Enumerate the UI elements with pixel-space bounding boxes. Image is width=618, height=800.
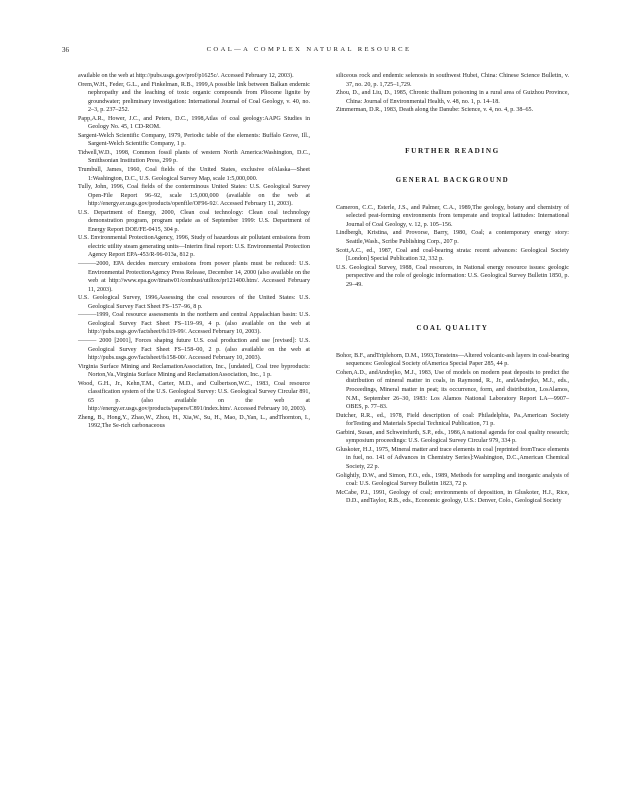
reference-entry: Papp,A.R., Hower, J.C., and Peters, D.C., 1998,Atlas of coal geology:AAPG Studies in Geology No. 45, 1 CD-ROM. xyxy=(78,115,310,131)
reference-entry: McCabe, P.J., 1991, Geology of coal; environments of deposition, in Gluskoter, H.J., Rice, D.D., andTaylor, R.B., eds., Economic geology, U.S.: Denver, Colo., Geological Society xyxy=(336,489,569,505)
reference-entry: Virginia Surface Mining and ReclamationAssociation, Inc., [undated], Coal tree byproducts: Norton,Va.,Virginia Surface Mining and ReclamationAssociation, Inc., 1 p. xyxy=(78,363,310,379)
reference-entry: ———1999, Coal resource assessments in the northern and central Appalachian basin: U.S. Geological Survey Fact Sheet FS–119–99, 4 p. (also available on the web at http://pubs.usgs.gov/factsheet/fs119-99/. Accessed February 10, 2003). xyxy=(78,312,310,336)
subsection-heading-general-background: GENERAL BACKGROUND xyxy=(395,177,510,185)
section-heading-further-reading: FURTHER READING xyxy=(405,146,500,155)
subsection-heading-coal-quality: COAL QUALITY xyxy=(416,325,489,333)
reference-entry: U.S. Environmental ProtectionAgency, 1996, Study of hazardous air pollutant emissions from electric utility steam generating units—Interim final report: U.S. Environmental Protection Agency Report EPA-453/R-96-013a, 812 p. xyxy=(78,235,310,259)
reference-entry: Scott,A.C., ed., 1987, Coal and coal-bearing strata: recent advances: Geological Society [London] Special Publication 32, 332 p. xyxy=(336,247,569,263)
reference-entry: Lindbergh, Kristina, and Provorse, Barry, 1980, Coal; a contemporary energy story: Seattle,Wash., Scribe Publishing Corp., 207 p. xyxy=(336,230,569,246)
reference-entry: Golightly, D.W., and Simon, F.O., eds., 1989, Methods for sampling and inorganic analysis of coal: U.S. Geological Survey Bulletin 1823, 72 p. xyxy=(336,472,569,488)
reference-entry: ——— 2000 [2001], Forces shaping future U.S. coal production and use [revised]: U.S. Geological Survey Fact Sheet FS–158–00, 2 p. (also available on the web at http://pubs.usgs.gov/factsheet/fs158-00/. Accessed February 10, 2003). xyxy=(78,337,310,362)
reference-entry: Garbini, Susan, and Schweinfurth, S.P., eds., 1986,A national agenda for coal quality research; symposium proceedings: U.S. Geological Survey Circular 979, 334 p. xyxy=(336,429,569,445)
page-number: 36 xyxy=(62,46,69,54)
right-column xyxy=(336,72,569,506)
reference-entry: U.S. Geological Survey, 1988, Coal resources, in National energy resource issues: geologic perspective and the role of geologic information: U.S. Geological Survey Bulletin 1850, p. 29–49. xyxy=(336,264,569,288)
reference-entry: Trumbull, James, 1960, Coal fields of the United States, exclusive ofAlaska—Sheet 1:Washington, D.C., U.S. Geological Survey Map, scale 1:5,000,000. xyxy=(78,167,310,182)
reference-entry: Wood, G.H., Jr., Kehn,T.M., Carter, M.D., and Culbertson,W.C., 1983, Coal resource classification system of the U.S. Geological Survey: U.S. Geological Survey Circular 891, 65 p. (also available on the web at http://energy.er.usgs.gov/products/papers/C891/index.htm/. Accessed February 10, 2003). xyxy=(78,380,310,413)
reference-entry: Sargent-Welch Scientific Company, 1979, Periodic table of the elements: Buffalo Grove, Ill., Sargent-Welch Scientific Company, 1 p. xyxy=(78,132,310,148)
reference-entry: Zimmerman, D.R., 1983, Death along the Danube: Science, v. 4, no. 4, p. 38–65. xyxy=(336,107,534,114)
reference-entry: Cameron, C.C., Esterle, J.S., and Palmer, C.A., 1989,The geology, botany and chemistry of selected peat-forming environments from temperate and tropical latitudes: International Journal of Coal Geology, v. 12, p. 105–156. xyxy=(336,204,569,228)
reference-entry: Tidwell,W.D., 1998, Common fossil plants of western North America:Washington, D.C., Smithsonian Institution Press, 299 p. xyxy=(78,149,310,165)
reference-entry: ———2000, EPA decides mercury emissions from power plants must be reduced: U.S. Environmental ProtectionAgency Press Release, December 14, 2000 (also available on the web at http://www.epa.gov/ttnatw01/combust/utiltox/pr121400.htm/. Accessed February 11, 2003). xyxy=(78,261,310,293)
reference-entry: Gluskoter, H.J., 1975, Mineral matter and trace elements in coal [reprinted fromTrace elements in fuel, no. 141 of Advances in Chemistry Series]:Washington, D.C.,American Chemical Society, 22 p. xyxy=(336,446,569,470)
reference-entry: Zhou, D., and Liu, D., 1985, Chronic thallium poisoning in a rural area of Guizhou Province, China: Journal of Environmental Health, v. 48, no. 1, p. 14–18. xyxy=(336,90,569,105)
left-column xyxy=(78,72,310,431)
reference-entry: Cohen,A.D., andAndrejko, M.J., 1983, Use of models on modern peat deposits to predict the distribution of mineral matter in coals, in Raymond, R., Jr., andAndrejko, M.J., eds., Proceedings, Mineral matter in peat; its occurrence, form, and distribution, LosAlamos, N.M., September 26–30, 1983: Los Alamos National Laboratory Report LA—9907–OBES, p. 77–83. xyxy=(336,369,569,411)
reference-entry: Zheng, B., Hong,Y., Zhao,W., Zhou, H., Xia,W., Su, H., Mao, D.,Yan, L., andThornton, I., 1992,The Se-rich carbonaceous xyxy=(78,414,310,430)
reference-entry: Bohor, B.F., andTriplehorn, D.M., 1993,Tonsteins—Altered volcanic-ash layers in coal-bearing sequences: Geological Society ofAmerica Special Paper 285, 44 p. xyxy=(336,352,569,368)
running-title: COAL—A COMPLEX NATURAL RESOURCE xyxy=(206,46,412,53)
reference-entry: Dutcher, R.R., ed., 1978, Field description of coal: Philadelphia, Pa.,American Society forTesting and Materials Special Technical Publication, 71 p. xyxy=(336,412,569,428)
reference-entry: U.S. Department of Energy, 2000, Clean coal technology: Clean coal technology demonstration program, program update as of September 1999: U.S. Department of Energy Report DOE/FE-0415, 304 p. xyxy=(78,209,310,233)
reference-entry: siliceous rock and endemic selenosis in southwest Hubei, China: Chinese Science Bulletin, v. 37, no. 20, p. 1,725–1,729. xyxy=(336,73,569,88)
reference-entry: Tully, John, 1996, Coal fields of the conterminous United States: U.S. Geological Survey Open-File Report 96–92, scale 1:5,000,000 (available on the web at http://energy.er.usgs.gov/products/openfile/OF96-92/. Accessed February 11, 2003). xyxy=(78,184,310,208)
reference-entry: U.S. Geological Survey, 1996,Assessing the coal resources of the United States: U.S. Geological Survey Fact Sheet FS–157–96, 8 p. xyxy=(78,295,310,310)
reference-entry: available on the web at http://pubs.usgs.gov/prof/p1625c/. Accessed February 12, 2003). xyxy=(78,73,294,79)
reference-entry: Orem,W.H., Feder, G.L., and Finkelman, R.B., 1999,A possible link between Balkan endemic nephropathy and the leaching of toxic organic compounds from Pliocene lignite by groundwater; preliminary investigation: International Journal of Coal Geology, v. 40, no. 2–3, p. 237–252. xyxy=(78,81,310,114)
